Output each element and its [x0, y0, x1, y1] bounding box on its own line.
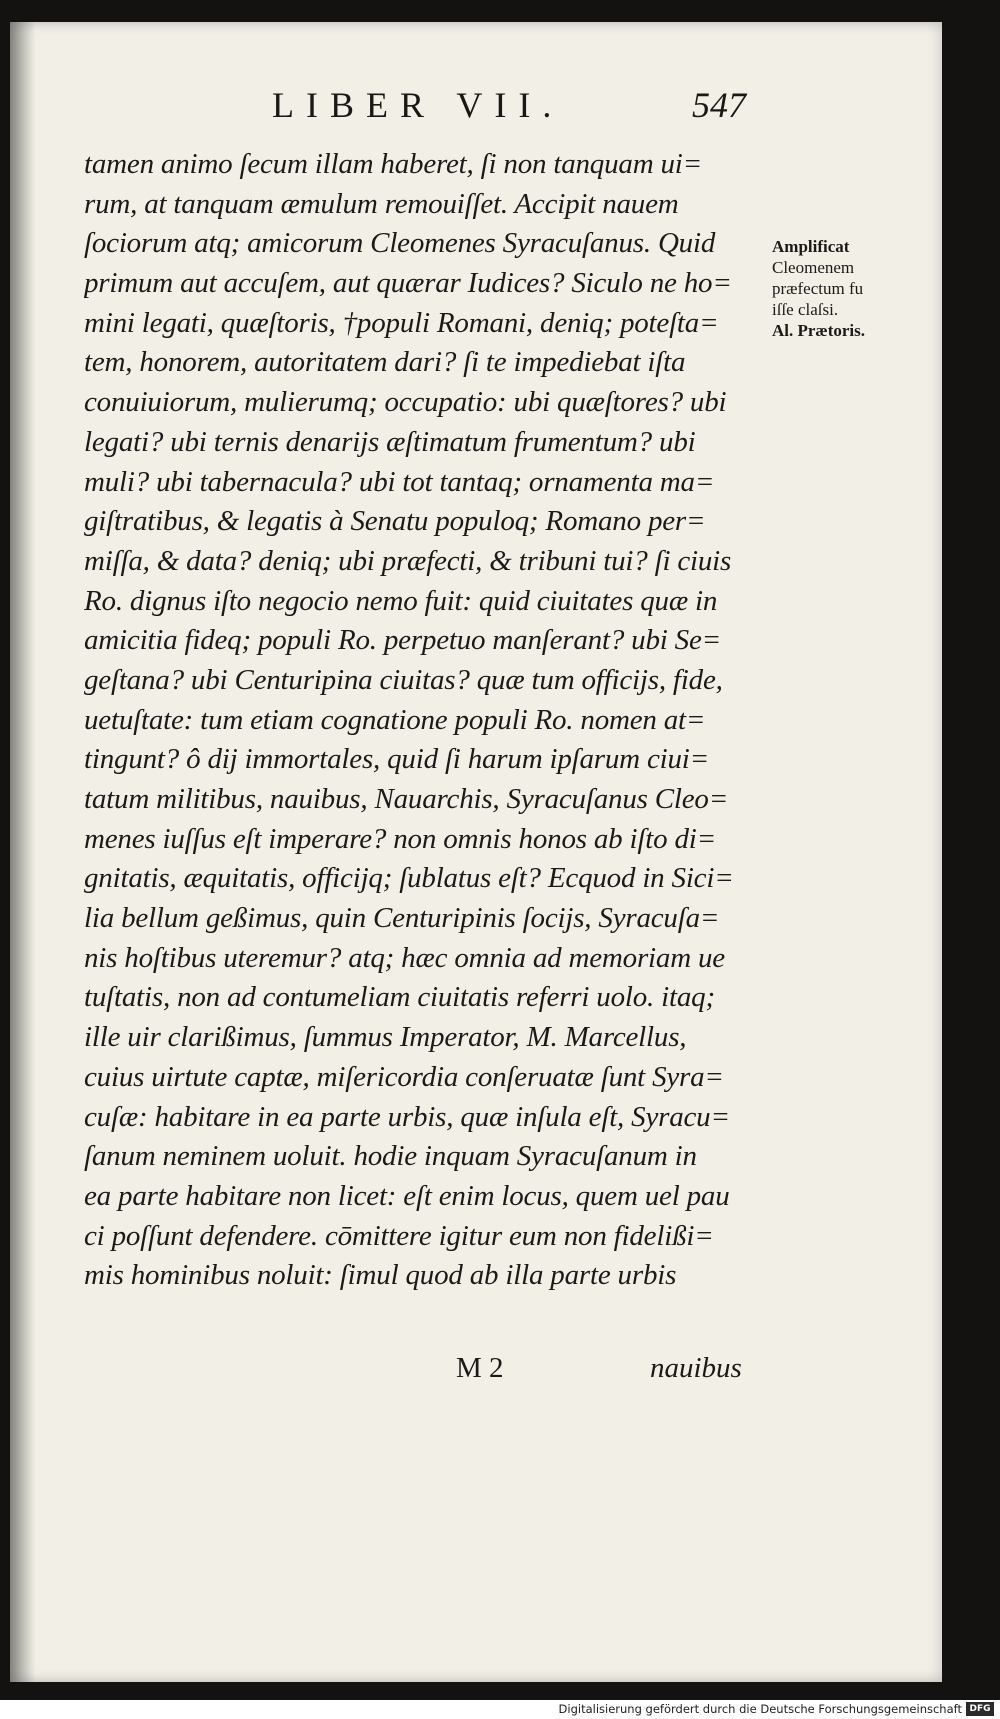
marginal-note-line: iſſe claſsi. [772, 300, 839, 319]
text-line: mis hominibus noluit: ſimul quod ab illa parte urbis [84, 1259, 677, 1292]
text-line: ea parte habitare non licet: eſt enim locus, quem uel pau [84, 1179, 730, 1212]
text-line: ci poſſunt defendere. cōmittere igitur eum non fidelißi= [84, 1219, 714, 1252]
text-line: giſtratibus, & legatis à Senatu populoq; Romano per= [84, 505, 706, 538]
text-line: lia bellum geßimus, quin Centuripinis ſocijs, Syracuſa= [84, 902, 720, 935]
text-line: ſanum neminem uoluit. hodie inquam Syracuſanum in [84, 1140, 697, 1173]
text-line: mini legati, quæſtoris, †populi Romani, deniq; poteſta= [84, 306, 719, 339]
text-line: ille uir clarißimus, ſummus Imperator, M. Marcellus, [84, 1021, 687, 1054]
marginal-note-line: præfectum fu [772, 279, 864, 298]
running-head-title: LIBER VII. [272, 85, 564, 125]
catchword: nauibus [650, 1352, 742, 1384]
text-line: menes iuſſus eſt imperare? non omnis honos ab iſto di= [84, 822, 716, 855]
page-footer [10, 1352, 942, 1402]
dfg-logo: DFG [966, 1702, 994, 1716]
running-head [10, 80, 942, 140]
text-line: cuius uirtute captæ, miſericordia conſeruatæ ſunt Syra= [84, 1060, 724, 1093]
book-page [10, 22, 942, 1682]
marginal-note-line: Al. Prætoris. [772, 321, 866, 340]
text-line: gnitatis, æquitatis, officijq; ſublatus eſt? Ecquod in Sici= [84, 862, 734, 895]
marginal-note [772, 236, 942, 341]
text-line: primum aut accuſem, aut quærar Iudices? Siculo ne ho= [84, 267, 732, 300]
page-number: 547 [692, 85, 746, 125]
text-line: uetuſtate: tum etiam cognatione populi Ro. nomen at= [84, 703, 706, 736]
marginal-note-line: Amplificat [772, 237, 850, 256]
funding-credit: Digitalisierung gefördert durch die Deutsche Forschungsgemeinschaft [558, 1702, 962, 1716]
text-line: conuiuiorum, mulierumq; occupatio: ubi quæſtores? ubi [84, 386, 727, 419]
text-line: tatum militibus, nauibus, Nauarchis, Syracuſanus Cleo= [84, 783, 729, 815]
text-line: tingunt? ô dij immortales, quid ſi harum ipſarum ciui= [84, 743, 710, 776]
text-line: Ro. dignus iſto negocio nemo fuit: quid ciuitates quæ in [84, 584, 718, 617]
text-line: tem, honorem, autoritatem dari? ſi te impediebat iſta [84, 346, 686, 379]
marginal-note-line: Cleomenem [772, 258, 855, 277]
text-line: rum, at tanquam æmulum remouiſſet. Accipit nauem [84, 187, 679, 220]
text-line: nis hoſtibus uteremur? atq; hæc omnia ad memoriam ue [84, 941, 725, 974]
text-line: ſociorum atq; amicorum Cleomenes Syracuſanus. Quid [84, 227, 716, 260]
text-line: legati? ubi ternis denarijs æſtimatum frumentum? ubi [84, 425, 696, 458]
text-line: cuſæ: habitare in ea parte urbis, quæ inſula eſt, Syracu= [84, 1100, 730, 1133]
text-line: amicitia fideq; populi Ro. perpetuo manſerant? ubi Se= [84, 624, 722, 657]
text-line: miſſa, & data? deniq; ubi præfecti, & tribuni tui? ſi ciuis [84, 544, 732, 577]
signature-mark: M 2 [456, 1352, 504, 1384]
text-line: muli? ubi tabernacula? ubi tot tantaq; ornamenta ma= [84, 465, 715, 498]
text-line: geſtana? ubi Centuripina ciuitas? quæ tum officijs, fide, [84, 663, 723, 696]
spine-shadow [10, 22, 36, 1682]
text-line: tuſtatis, non ad contumeliam ciuitatis referri uolo. itaq; [84, 981, 715, 1014]
credit-bar [0, 1700, 1000, 1719]
body-text [84, 145, 764, 1296]
text-line: tamen animo ſecum illam haberet, ſi non tanquam ui= [84, 148, 703, 180]
